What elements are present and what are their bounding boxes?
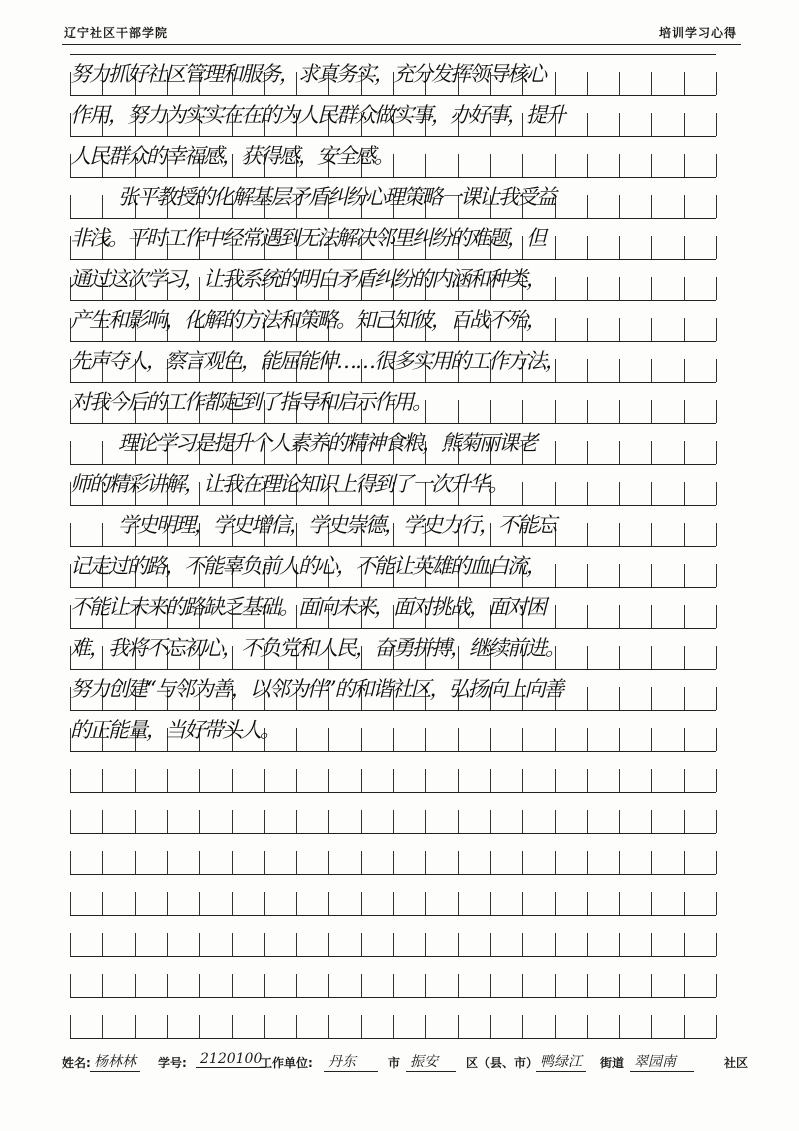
name-value: 杨林林 [90,1051,140,1072]
grid-cell-line [264,769,265,792]
grid-cell-line [102,892,103,915]
grid-cell-line [555,1015,556,1038]
grid-cell-line [232,1015,233,1038]
grid-cell-line [425,974,426,997]
grid-cell-line [167,1015,168,1038]
street-value: 鸭绿江 [536,1051,586,1072]
essay-line: 难，我将不忘初心，不负党和人民，奋勇拼搏，继续前进。 [70,636,564,660]
community-value: 翠园南 [630,1051,694,1072]
grid-cell-line [651,810,652,833]
grid-cell-line [199,810,200,833]
grid-cell-line [296,1015,297,1038]
grid-row-line [70,382,716,383]
grid-cell-line [102,195,103,218]
grid-cell-line [70,933,71,956]
grid-row-line [70,628,716,629]
grid-cell-line [490,851,491,874]
grid-cell-line [232,851,233,874]
grid-row-line [70,177,716,178]
name-label: 姓名: [62,1056,91,1070]
grid-cell-line [587,892,588,915]
district-label: 区（县、市） [466,1056,539,1070]
grid-cell-line [167,974,168,997]
essay-line: 对我今后的工作都起到了指导和启示作用。 [70,390,431,414]
grid-cell-line [102,974,103,997]
grid-row-line [70,546,716,547]
grid-cell-line [135,1015,136,1038]
grid-cell-line [328,892,329,915]
grid-cell-line [619,892,620,915]
grid-row-line [70,915,716,916]
grid-cell-line [361,892,362,915]
grid-cell-line [135,769,136,792]
grid-cell-line [296,892,297,915]
grid-row-line [70,956,716,957]
grid-row-line [70,833,716,834]
grid-cell-line [264,1015,265,1038]
grid-cell-line [522,892,523,915]
grid-cell-line [458,769,459,792]
grid-cell-line [458,851,459,874]
grid-cell-line [684,974,685,997]
grid-row-line [70,95,716,96]
grid-cell-line [458,892,459,915]
grid-cell-line [522,851,523,874]
grid-cell-line [716,810,717,833]
grid-cell-line [264,933,265,956]
grid-cell-line [102,769,103,792]
grid-cell-line [328,851,329,874]
community-label: 社区 [724,1056,749,1070]
grid-cell-line [393,810,394,833]
grid-cell-line [70,810,71,833]
grid-cell-line [167,769,168,792]
grid-cell-line [328,974,329,997]
grid-row-line [70,259,716,260]
grid-cell-line [199,892,200,915]
grid-cell-line [425,933,426,956]
grid-cell-line [102,810,103,833]
grid-cell-line [684,810,685,833]
grid-cell-line [651,1015,652,1038]
grid-cell-line [167,851,168,874]
grid-cell-line [716,933,717,956]
grid-cell-line [458,810,459,833]
grid-row-line [70,751,716,752]
grid-cell-line [587,769,588,792]
grid-cell-line [490,769,491,792]
grid-row-line [70,505,716,506]
grid-cell-line [328,1015,329,1038]
grid-cell-line [587,933,588,956]
essay-line: 通过这次学习，让我系统的明白矛盾纠纷的内涵和种类， [70,267,545,291]
grid-row-line [70,997,716,998]
essay-line: 产生和影响，化解的方法和策略。知己知彼，百战不殆， [70,308,545,332]
grid-cell-line [587,974,588,997]
essay-line: 的正能量，当好带头人。 [70,718,279,742]
grid-cell-line [522,933,523,956]
grid-cell-line [716,1015,717,1038]
grid-cell-line [232,974,233,997]
grid-cell-line [684,892,685,915]
essay-line: 人民群众的幸福感，获得感，安全感。 [70,144,393,168]
street-label: 街道 [600,1056,625,1070]
grid-cell-line [167,933,168,956]
grid-cell-line [651,851,652,874]
grid-cell-line [684,933,685,956]
grid-cell-line [102,1015,103,1038]
grid-cell-line [102,851,103,874]
grid-cell-line [684,769,685,792]
grid-cell-line [651,974,652,997]
grid-row-line [70,587,716,588]
grid-cell-line [555,769,556,792]
essay-line: 非浅。平时工作中经常遇到无法解决邻里纠纷的难题，但 [70,226,545,250]
grid-cell-line [490,892,491,915]
grid-cell-line [393,1015,394,1038]
grid-cell-line [361,810,362,833]
essay-line: 不能让未来的路缺乏基础。面向未来，面对挑战，面对困 [70,595,545,619]
grid-cell-line [716,851,717,874]
student-id-value: 2120100 [196,1051,266,1068]
grid-cell-line [70,892,71,915]
grid-cell-line [135,851,136,874]
grid-row-line [70,136,716,137]
grid-cell-line [522,1015,523,1038]
city-value: 丹东 [324,1051,378,1072]
city-label: 市 [388,1056,401,1070]
grid-row-line [70,341,716,342]
grid-cell-line [361,851,362,874]
grid-cell-line [70,769,71,792]
grid-cell-line [716,974,717,997]
grid-row-line [70,669,716,670]
grid-cell-line [425,769,426,792]
grid-cell-line [296,851,297,874]
student-info-footer [62,1051,752,1076]
grid-cell-line [296,769,297,792]
grid-cell-line [264,892,265,915]
grid-row-line [70,874,716,875]
essay-line: 学史明理，学史增信，学史崇德，学史力行，不能忘 [118,513,555,537]
grid-cell-line [328,810,329,833]
grid-cell-line [70,974,71,997]
grid-cell-line [425,892,426,915]
header-divider [62,44,741,45]
grid-cell-line [102,441,103,464]
essay-line: 努力抓好社区管理和服务，求真务实，充分发挥领导核心 [70,62,545,86]
grid-cell-line [619,974,620,997]
grid-cell-line [619,851,620,874]
grid-cell-line [296,810,297,833]
grid-cell-line [490,1015,491,1038]
grid-cell-line [199,1015,200,1038]
grid-cell-line [555,974,556,997]
grid-cell-line [651,769,652,792]
grid-cell-line [328,769,329,792]
grid-cell-line [102,523,103,546]
essay-line: 作用，努力为实实在在的为人民群众做实事，办好事，提升 [70,103,564,127]
grid-cell-line [425,851,426,874]
grid-cell-line [716,769,717,792]
grid-cell-line [587,851,588,874]
grid-cell-line [361,933,362,956]
student-id-label: 学号: [158,1056,187,1070]
work-unit-label: 工作单位: [260,1056,313,1070]
grid-row-line [70,710,716,711]
document-title: 培训学习心得 [658,26,737,40]
essay-line: 先声夺人，察言观色，能屈能伸……很多实用的工作方法， [70,349,564,373]
grid-cell-line [199,974,200,997]
grid-cell-line [522,769,523,792]
grid-cell-line [167,810,168,833]
grid-cell-line [264,810,265,833]
grid-cell-line [619,810,620,833]
grid-cell-line [587,1015,588,1038]
grid-cell-line [522,810,523,833]
grid-cell-line [70,851,71,874]
essay-line: 努力创建“与邻为善，以邻为伴”的和谐社区，弘扬向上向善 [70,677,563,701]
institute-name: 辽宁社区干部学院 [64,26,169,40]
grid-cell-line [619,1015,620,1038]
grid-cell-line [684,1015,685,1038]
grid-cell-line [135,933,136,956]
district-value: 振安 [406,1051,456,1072]
grid-row-line [70,464,716,465]
grid-row-line [70,218,716,219]
grid-cell-line [716,892,717,915]
grid-cell-line [328,933,329,956]
grid-cell-line [555,933,556,956]
grid-cell-line [393,892,394,915]
grid-cell-line [458,1015,459,1038]
grid-row-line [70,300,716,301]
grid-cell-line [490,974,491,997]
grid-cell-line [393,851,394,874]
grid-cell-line [135,974,136,997]
grid-cell-line [393,974,394,997]
grid-cell-line [199,769,200,792]
grid-cell-line [232,810,233,833]
grid-cell-line [264,974,265,997]
grid-row-line [70,1038,716,1039]
grid-cell-line [167,892,168,915]
grid-cell-line [361,769,362,792]
grid-row-line [70,792,716,793]
grid-cell-line [199,933,200,956]
grid-cell-line [232,892,233,915]
grid-cell-line [361,974,362,997]
grid-cell-line [296,933,297,956]
grid-cell-line [232,769,233,792]
grid-cell-line [199,851,200,874]
grid-row-line [70,54,716,55]
grid-cell-line [651,892,652,915]
grid-cell-line [425,1015,426,1038]
grid-cell-line [555,892,556,915]
grid-cell-line [70,441,71,464]
grid-cell-line [425,810,426,833]
grid-cell-line [70,1015,71,1038]
grid-cell-line [393,933,394,956]
grid-cell-line [490,933,491,956]
grid-cell-line [361,1015,362,1038]
grid-cell-line [555,851,556,874]
grid-cell-line [458,974,459,997]
grid-cell-line [587,810,588,833]
essay-line: 师的精彩讲解，让我在理论知识上得到了一次升华。 [70,472,507,496]
grid-cell-line [458,933,459,956]
grid-cell-line [619,769,620,792]
grid-cell-line [296,974,297,997]
grid-cell-line [393,769,394,792]
grid-cell-line [490,810,491,833]
grid-cell-line [70,195,71,218]
grid-cell-line [651,933,652,956]
grid-cell-line [555,810,556,833]
essay-line: 理论学习是提升个人素养的精神食粮，熊菊丽课老 [118,431,536,455]
grid-cell-line [135,810,136,833]
essay-line: 记走过的路，不能辜负前人的心，不能让英雄的血白流， [70,554,545,578]
grid-cell-line [70,523,71,546]
grid-cell-line [135,892,136,915]
grid-cell-line [232,933,233,956]
grid-cell-line [264,851,265,874]
grid-cell-line [102,933,103,956]
grid-cell-line [522,974,523,997]
essay-line: 张平教授的化解基层矛盾纠纷心理策略一课让我受益 [118,185,555,209]
grid-row-line [70,423,716,424]
grid-cell-line [684,851,685,874]
grid-cell-line [619,933,620,956]
